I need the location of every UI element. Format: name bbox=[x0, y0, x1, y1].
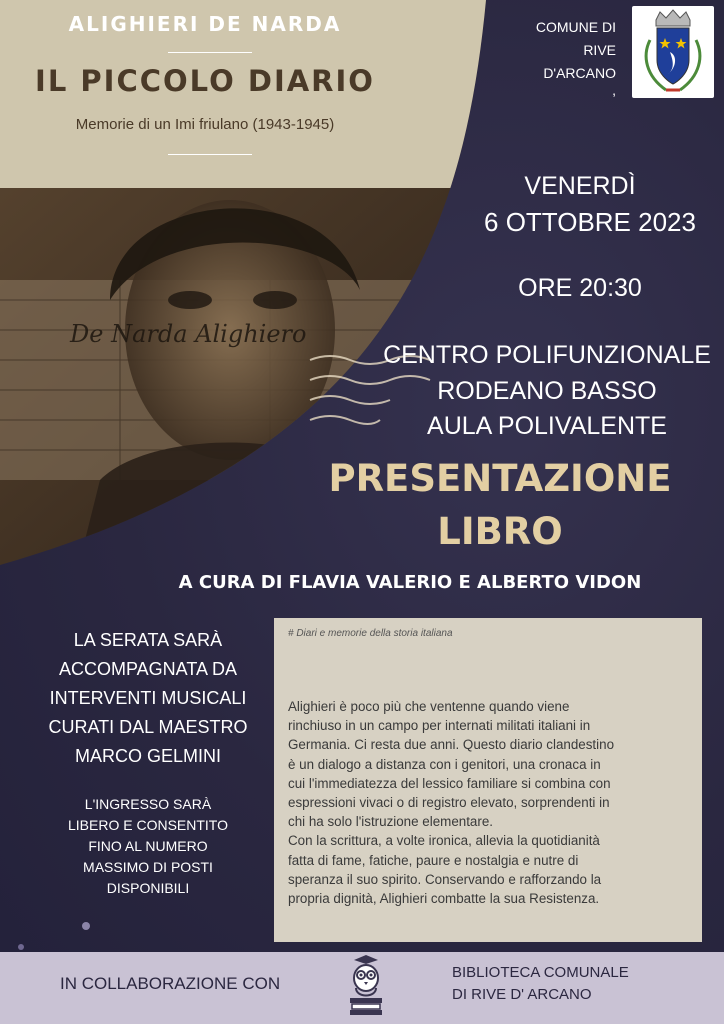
entry-note-line: L'INGRESSO SARÀ bbox=[84, 796, 212, 812]
entry-note-line: DISPONIBILI bbox=[106, 880, 190, 896]
library-line1: BIBLIOTECA COMUNALE bbox=[452, 964, 629, 981]
headline-line1: PRESENTAZIONE bbox=[328, 457, 672, 500]
curators: A CURA DI FLAVIA VALERIO E ALBERTO VIDON bbox=[178, 572, 642, 593]
comune-line3: D'ARCANO bbox=[543, 65, 616, 81]
music-note-line: LA SERATA SARÀ bbox=[73, 630, 223, 650]
entry-note-line: LIBERO E CONSENTITO bbox=[68, 817, 228, 833]
description-line: Alighieri è poco più che ventenne quando viene bbox=[288, 699, 570, 714]
description-line: propria dignità, Alighieri combatte la sua Resistenza. bbox=[288, 891, 600, 907]
music-note-line: CURATI DAL MAESTRO bbox=[48, 717, 248, 737]
crest-icon bbox=[632, 6, 714, 98]
comune-line2: RIVE bbox=[583, 42, 616, 58]
footer bbox=[0, 952, 724, 1024]
description-line: Con la scrittura, a volte ironica, allevia la quotidianità bbox=[288, 833, 600, 849]
comune-crest-logo bbox=[632, 6, 714, 98]
description-tag: # Diari e memorie della storia italiana bbox=[288, 628, 453, 639]
cover-rule-top bbox=[168, 52, 252, 53]
collaboration-label: IN COLLABORAZIONE CON bbox=[60, 974, 281, 993]
cover-author: ALIGHIERI DE NARDA bbox=[68, 12, 342, 36]
music-note-line: INTERVENTI MUSICALI bbox=[49, 688, 247, 708]
svg-text:De Narda Alighiero: De Narda Alighiero bbox=[70, 320, 307, 348]
headline-line2: LIBRO bbox=[437, 510, 563, 553]
cover-title: IL PICCOLO DIARIO bbox=[35, 64, 375, 98]
entry-note-line: FINO AL NUMERO bbox=[88, 838, 208, 854]
description-body bbox=[288, 697, 688, 908]
description-line: espressioni vivaci o di registro elevato, sorprendenti in bbox=[288, 795, 610, 811]
library-owl-icon bbox=[344, 954, 388, 1020]
comune-name bbox=[476, 16, 616, 98]
description-line: speranza il suo spirito. Conservando e rafforzando la bbox=[288, 871, 602, 887]
decorative-dot bbox=[18, 944, 24, 950]
description-line: rinchiuso in un campo per internati militati italiani in bbox=[288, 718, 591, 734]
entry-note bbox=[48, 794, 248, 899]
description-line: fatta di fame, fatiche, paure e nostalgia e nutre di bbox=[288, 852, 579, 868]
event-date: 6 OTTOBRE 2023 bbox=[484, 207, 696, 237]
cover-rule-bottom bbox=[168, 154, 252, 155]
description-line: Germania. Ci resta due anni. Questo diario clandestino bbox=[288, 737, 615, 753]
comune-trailing-mark: , bbox=[612, 82, 616, 98]
venue-line1: CENTRO POLIFUNZIONALE bbox=[383, 341, 711, 369]
library-line2: DI RIVE D' ARCANO bbox=[452, 986, 592, 1003]
decorative-dot bbox=[82, 922, 90, 930]
music-note-line: ACCOMPAGNATA DA bbox=[58, 659, 238, 679]
library-name bbox=[452, 962, 629, 1006]
music-note bbox=[20, 626, 276, 771]
event-day: VENERDÌ bbox=[524, 172, 636, 200]
music-note-line: MARCO GELMINI bbox=[74, 746, 221, 766]
description-line: è un dialogo a distanza con i genitori, una cronaca in bbox=[288, 756, 601, 772]
venue-line3: AULA POLIVALENTE bbox=[427, 412, 667, 440]
cover-subtitle: Memorie di un Imi friulano (1943-1945) bbox=[75, 116, 335, 133]
book-description-box bbox=[274, 618, 702, 942]
event-time: ORE 20:30 bbox=[518, 274, 642, 302]
description-line: cui l'immediatezza del lessico familiare si combina con bbox=[288, 775, 611, 791]
description-line: chi ha solo l'istruzione elementare. bbox=[288, 814, 494, 830]
comune-line1: COMUNE DI bbox=[535, 19, 616, 35]
venue-line2: RODEANO BASSO bbox=[437, 377, 657, 405]
entry-note-line: MASSIMO DI POSTI bbox=[83, 859, 213, 875]
